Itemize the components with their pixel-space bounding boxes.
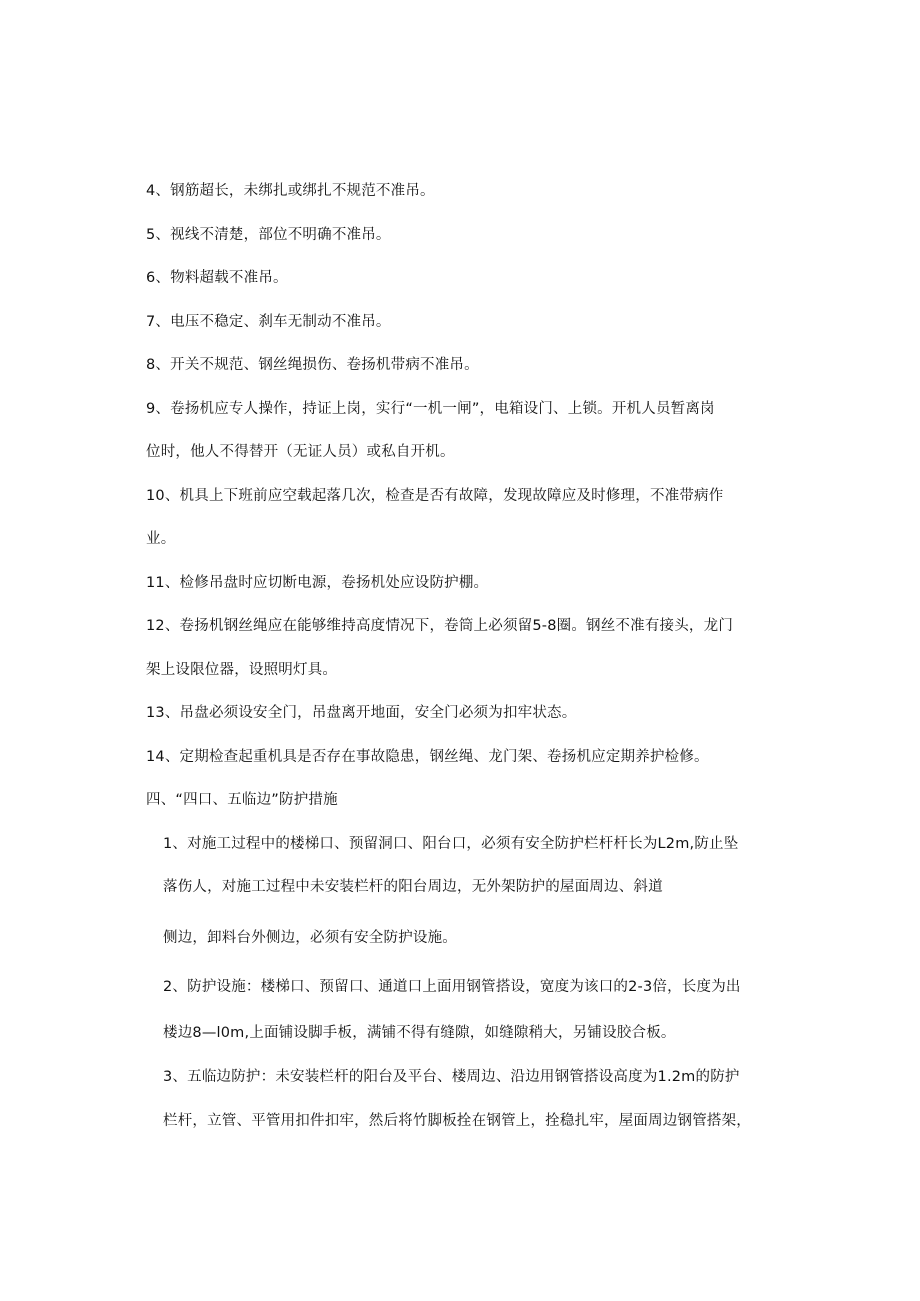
text-line-measure-3: 3、五临边防护：未安装栏杆的阳台及平台、楼周边、沿边用钢管搭设高度为1.2m的防护 [163, 1069, 740, 1085]
section-heading-four: 四、“四口、五临边”防护措施 [146, 792, 338, 808]
text-line-item-9-cont: 位时，他人不得替开（无证人员）或私自开机。 [146, 444, 455, 460]
text-line-item-4: 4、钢筋超长，未绑扎或绑扎不规范不准吊。 [146, 183, 435, 199]
text-line-item-8: 8、开关不规范、钢丝绳损伤、卷扬机带病不准吊。 [146, 357, 479, 373]
text-line-item-12-cont: 架上设限位器，设照明灯具。 [146, 662, 338, 678]
text-line-item-12: 12、卷扬机钢丝绳应在能够维持高度情况下，卷筒上必须留5-8圈。钢丝不准有接头，龙门 [146, 618, 734, 634]
text-line-item-5: 5、视线不清楚，部位不明确不准吊。 [146, 227, 391, 243]
text-line-item-7: 7、电压不稳定、刹车无制动不准吊。 [146, 314, 391, 330]
text-line-item-14: 14、定期检查起重机具是否存在事故隐患，钢丝绳、龙门架、卷扬机应定期养护检修。 [146, 749, 709, 765]
text-line-measure-1-cont: 落伤人，对施工过程中未安装栏杆的阳台周边，无外架防护的屋面周边、斜道 [163, 879, 663, 895]
text-line-measure-2-cont: 楼边8—l0m,上面铺设脚手板，满铺不得有缝隙，如缝隙稍大，另铺设胶合板。 [163, 1025, 676, 1041]
text-line-measure-1: 1、对施工过程中的楼梯口、预留洞口、阳台口，必须有安全防护栏杆杆长为L2m,防止坠 [163, 836, 739, 852]
text-line-item-10-cont: 业。 [146, 531, 176, 547]
text-line-measure-1-cont2: 侧边，卸料台外侧边，必须有安全防护设施。 [163, 930, 457, 946]
text-line-item-9: 9、卷扬机应专人操作，持证上岗，实行“一机一闸”，电箱设门、上锁。开机人员暂离岗 [146, 401, 715, 417]
text-line-item-10: 10、机具上下班前应空载起落几次，检查是否有故障，发现故障应及时修理，不准带病作 [146, 488, 724, 504]
text-line-item-6: 6、物料超载不准吊。 [146, 270, 288, 286]
text-line-item-11: 11、检修吊盘时应切断电源，卷扬机处应设防护棚。 [146, 575, 489, 591]
text-line-measure-3-cont: 栏杆，立管、平管用扣件扣牢，然后将竹脚板拴在钢管上，拴稳扎牢，屋面周边钢管搭架， [163, 1113, 751, 1129]
text-line-measure-2: 2、防护设施：楼梯口、预留口、通道口上面用钢管搭设，宽度为该口的2-3倍，长度为出 [163, 979, 741, 995]
text-line-item-13: 13、吊盘必须设安全门，吊盘离开地面，安全门必须为扣牢状态。 [146, 705, 577, 721]
